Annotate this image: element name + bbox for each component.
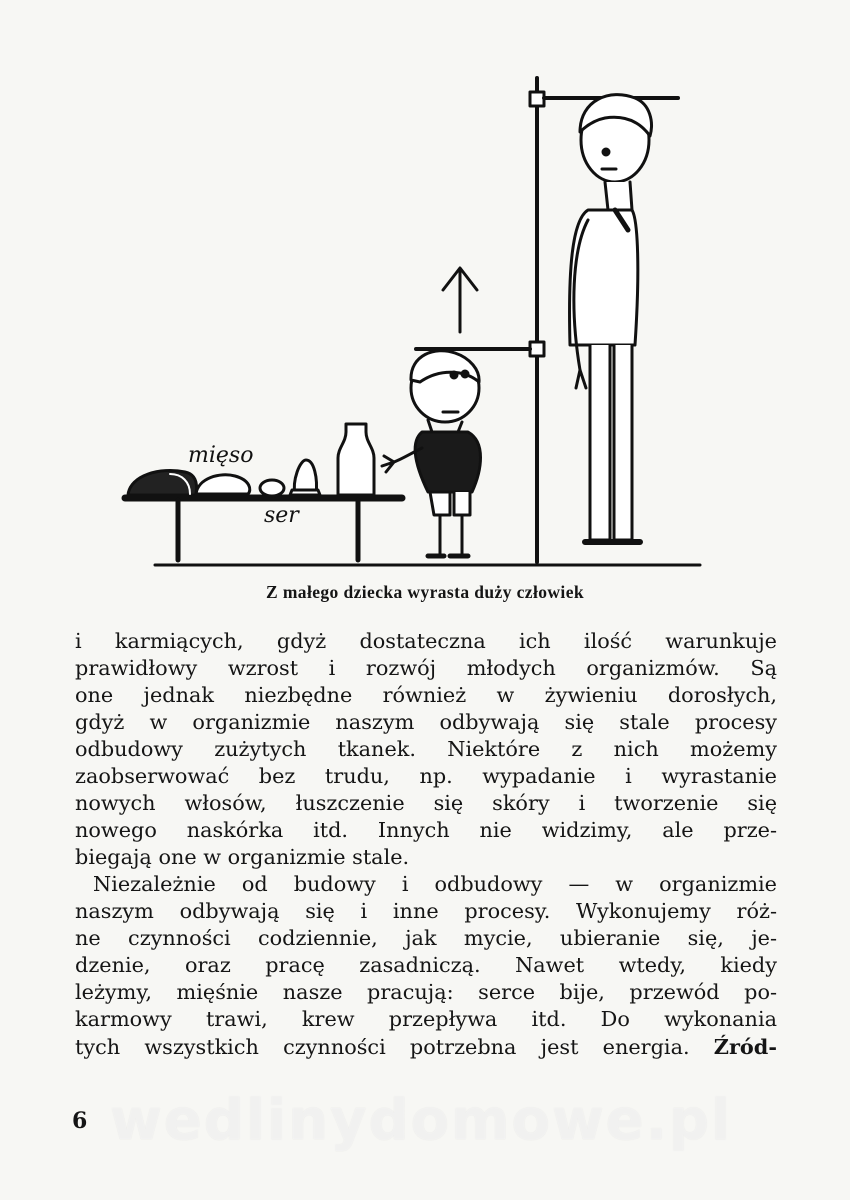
text-line: nowego naskórka itd. Innych nie widzimy, ale prze- — [75, 818, 777, 842]
child-figure — [382, 351, 481, 556]
text-line: biegają one w organizmie stale. — [75, 845, 410, 869]
text-line: karmowy trawi, krew przepływa itd. Do wykonania — [75, 1007, 777, 1031]
meat-label: mięso — [188, 443, 254, 468]
cheese-icon — [260, 480, 284, 496]
text-line: leżymy, mięśnie nasze pracują: serce bije, przewód po- — [75, 980, 777, 1004]
figure-caption: Z małego dziecka wyrasta duży człowiek — [265, 582, 584, 602]
cheese-label: ser — [264, 503, 299, 528]
text-line: tych wszystkich czynności potrzebna jest energia. — [75, 1035, 690, 1059]
text-line-with-emphasis — [75, 1033, 777, 1060]
page-number: 6 — [72, 1108, 88, 1134]
body-text — [75, 628, 777, 1060]
text-line: Niezależnie od budowy i odbudowy — w organizmie — [93, 872, 777, 896]
text-line: gdyż w organizmie naszym odbywają się stale procesy — [75, 710, 777, 734]
growth-illustration — [110, 70, 710, 580]
text-line: zaobserwować bez trudu, np. wypadanie i wyrastanie — [75, 764, 777, 788]
text-line: prawidłowy wzrost i rozwój młodych organizmów. Są — [75, 656, 777, 680]
bread-icon — [128, 471, 197, 495]
watermark: wedlinydomowe.pl — [110, 1088, 733, 1153]
text-line: nowych włosów, łuszczenie się skóry i tworzenie się — [75, 791, 777, 815]
text-line: dzenie, oraz pracę zasadniczą. Nawet wtedy, kiedy — [75, 953, 777, 977]
meat-icon — [196, 475, 250, 494]
up-arrow-icon — [443, 268, 477, 332]
man-figure — [570, 95, 652, 542]
text-line: odbudowy zużytych tkanek. Niektóre z nich możemy — [75, 737, 777, 761]
text-line: ne czynności codziennie, jak mycie, ubieranie się, je- — [75, 926, 777, 950]
text-line: one jednak niezbędne również w żywieniu dorosłych, — [75, 683, 777, 707]
emphasis-text: Źród- — [713, 1034, 777, 1059]
text-line: naszym odbywają się i inne procesy. Wykonujemy róż- — [75, 899, 777, 923]
text-line: i karmiących, gdyż dostateczna ich ilość warunkuje — [75, 629, 777, 653]
milk-bottle-icon — [338, 424, 374, 495]
